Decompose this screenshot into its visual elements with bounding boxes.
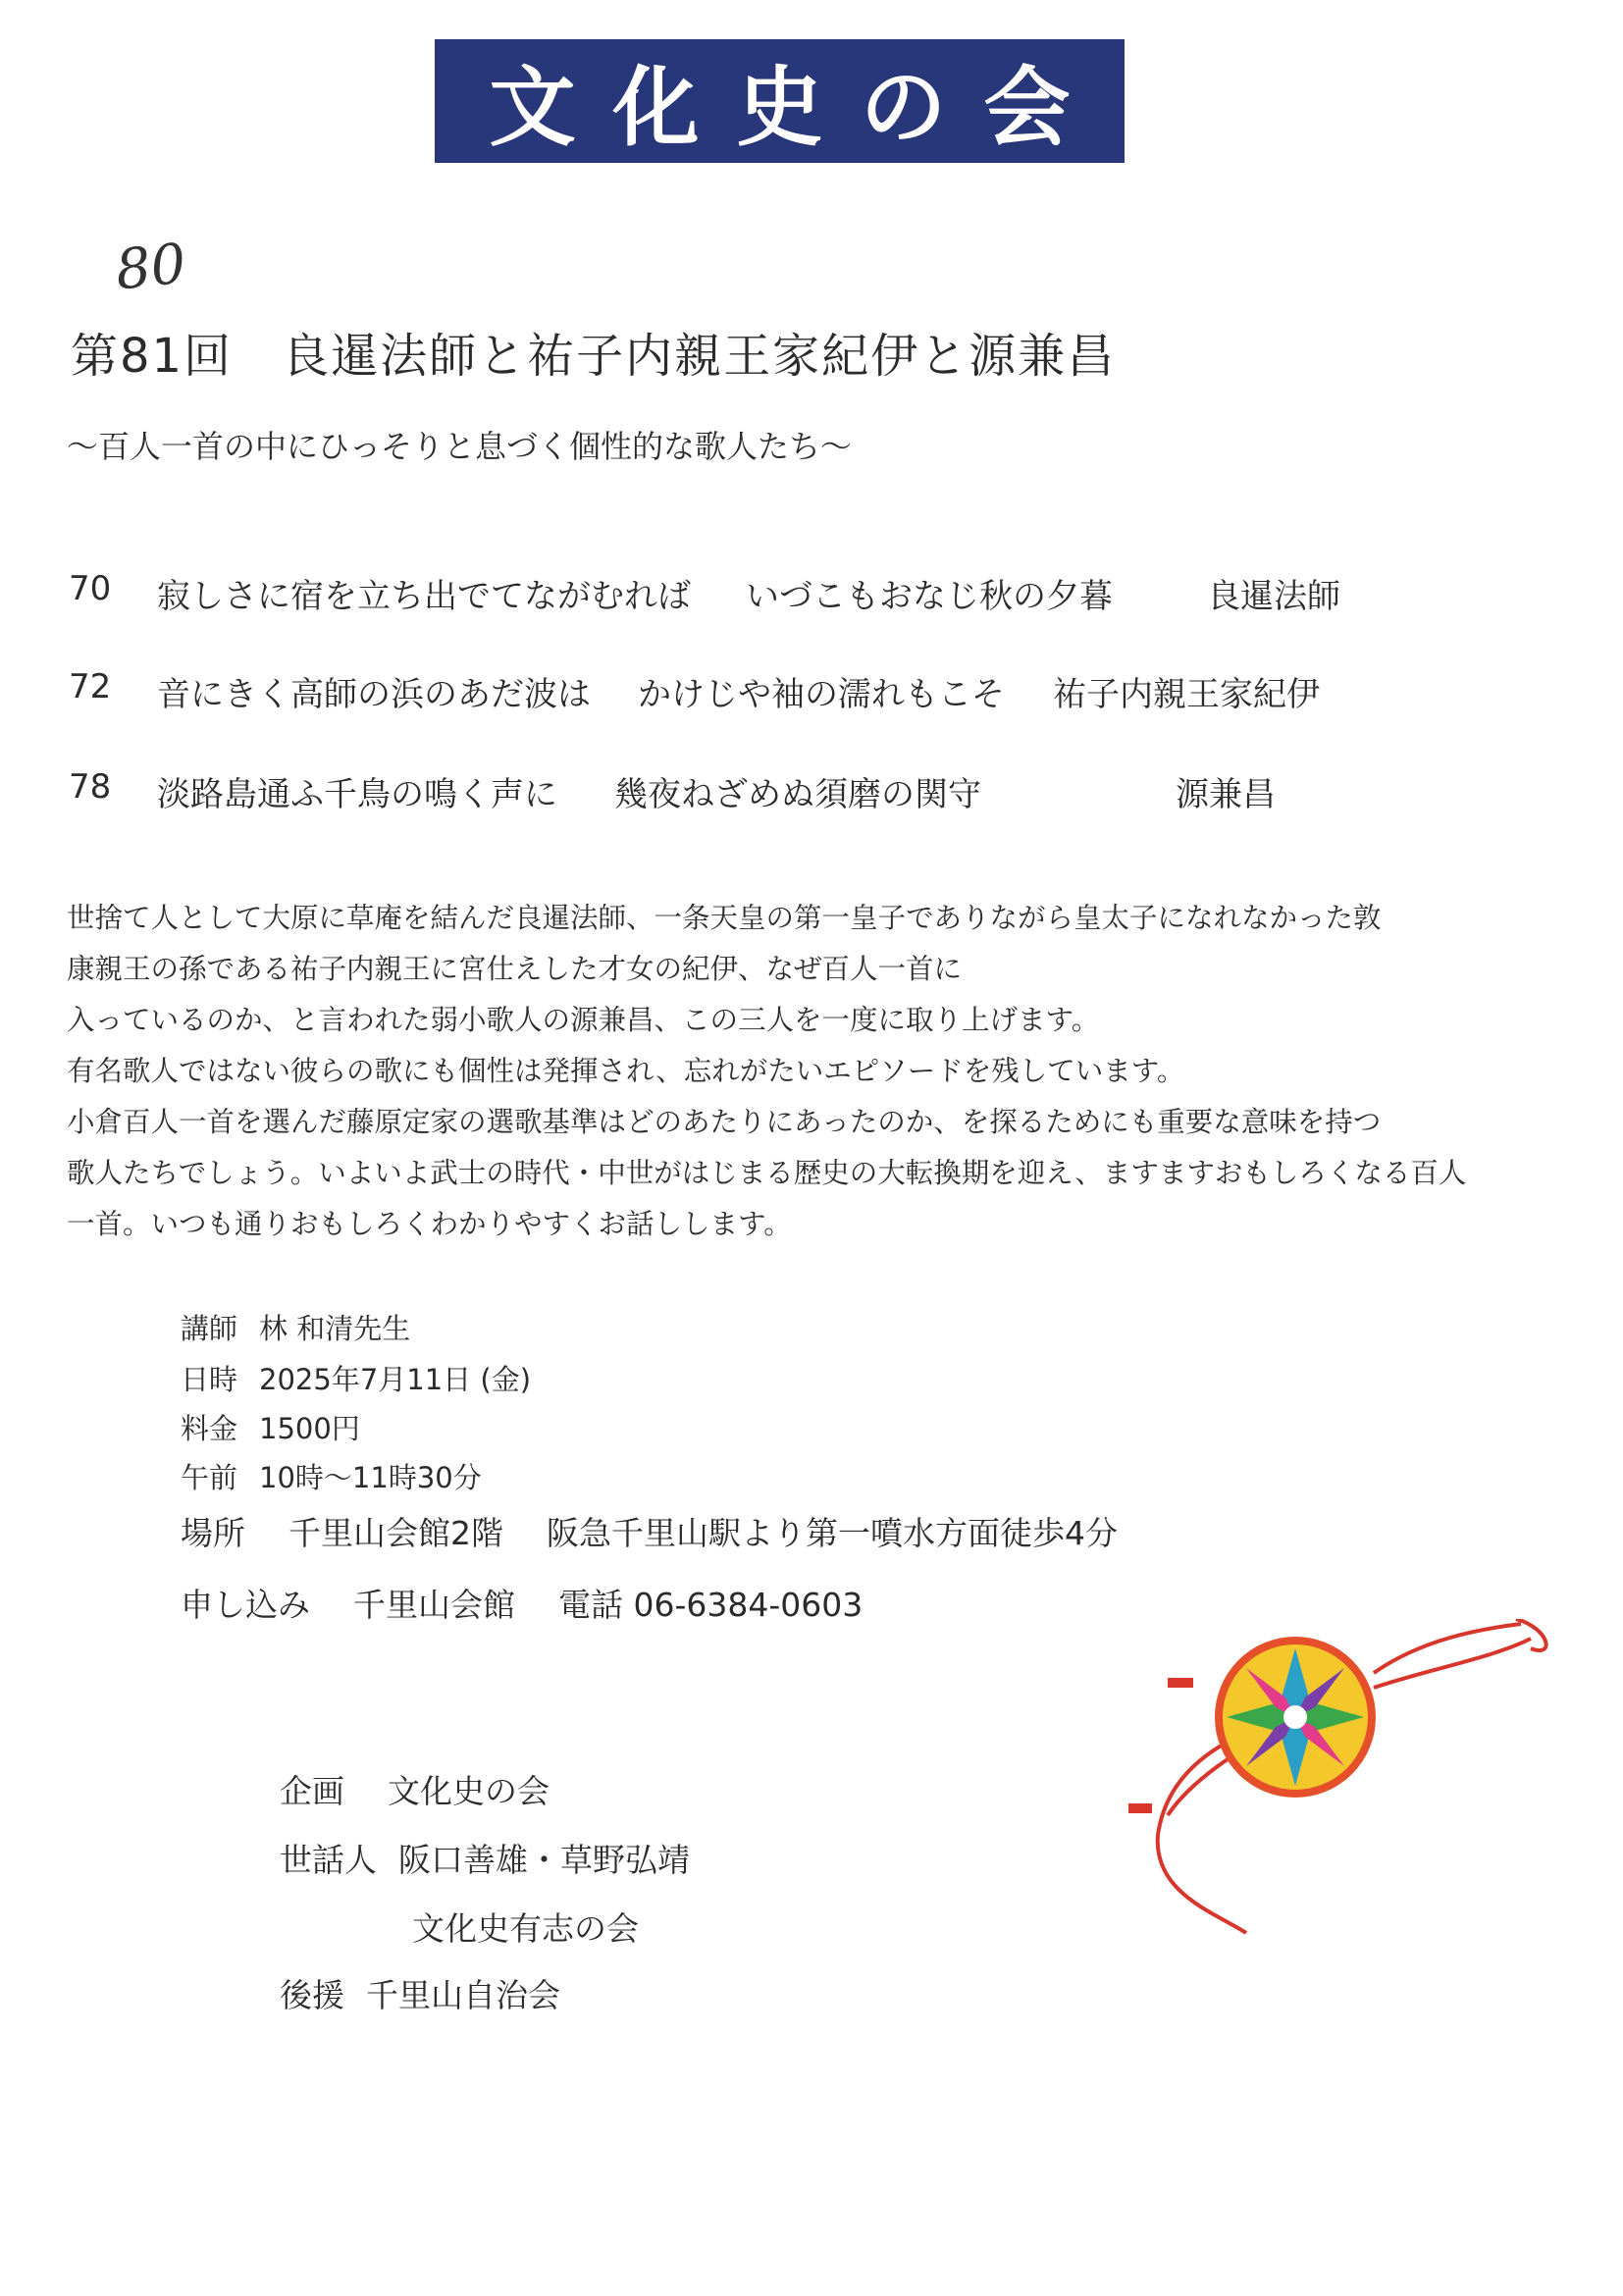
description-line: 小倉百人一首を選んだ藤原定家の選歌基準はどのあたりにあったのか、を探るためにも重要な意味を持つ <box>67 1106 1382 1138</box>
description-line: 一首。いつも通りおもしろくわかりやすくお話しします。 <box>67 1208 792 1240</box>
support-value: 千里山自治会 <box>366 1976 560 2014</box>
date-value: 2025年7月11日 (金) <box>259 1363 532 1396</box>
info-place <box>181 1508 1118 1554</box>
lecture-topic: 良暹法師と祐子内親王家紀伊と源兼昌 <box>282 329 1117 384</box>
poem-number: 72 <box>69 667 112 706</box>
poem-author: 源兼昌 <box>1176 775 1276 814</box>
description <box>67 893 1558 1250</box>
handwritten-note: 80 <box>112 232 189 303</box>
poem-lower: かけじや袖の濡れもこそ <box>638 675 1005 714</box>
date-label: 日時 <box>181 1363 238 1396</box>
time-label: 午前 <box>181 1461 238 1494</box>
poem-item <box>69 667 1384 716</box>
temari-ball-icon <box>1070 1619 1560 1943</box>
apply-label: 申し込み <box>181 1586 310 1624</box>
lecture-subtitle: ～百人一首の中にひっそりと息づく個性的な歌人たち～ <box>67 428 853 465</box>
time-value: 10時～11時30分 <box>259 1461 482 1494</box>
place-label: 場所 <box>181 1514 245 1552</box>
info-fee <box>181 1407 360 1447</box>
staff-label: 世話人 <box>280 1841 377 1879</box>
fee-value: 1500円 <box>259 1412 360 1445</box>
description-line: 有名歌人ではない彼らの歌にも個性は発揮され、忘れがたいエピソードを残しています。 <box>67 1055 1185 1087</box>
poem-lower: いづこもおなじ秋の夕暮 <box>746 577 1113 616</box>
poem-upper: 音にきく高師の浜のあだ波は <box>157 675 591 714</box>
poem-lower: 幾夜ねざめぬ須磨の関守 <box>614 775 981 814</box>
description-line: 入っているのか、と言われた弱小歌人の源兼昌、この三人を一度に取り上げます。 <box>67 1004 1100 1036</box>
poem-upper: 寂しさに宿を立ち出でてながむれば <box>157 577 691 616</box>
info-time <box>181 1456 482 1496</box>
info-apply <box>181 1580 863 1626</box>
lecturer-label: 講師 <box>181 1312 238 1345</box>
staff-value: 阪口善雄・草野弘靖 <box>398 1841 690 1879</box>
description-line: 康親王の孫である祐子内親王に宮仕えした才女の紀伊、なぜ百人一首に <box>67 953 963 985</box>
plan-value: 文化史の会 <box>388 1772 550 1810</box>
banner-title: 文化史の会 <box>435 39 1125 163</box>
lecture-title <box>71 318 1116 386</box>
poem-item <box>69 767 1384 816</box>
support-label: 後援 <box>280 1976 344 2014</box>
org-plan <box>280 1766 550 1812</box>
description-line: 歌人たちでしょう。いよいよ武士の時代・中世がはじまる歴史の大転換期を迎え、ますますおもしろくなる百人 <box>67 1157 1467 1189</box>
poem-upper: 淡路島通ふ千鳥の鳴く声に <box>157 775 557 814</box>
poem-number: 70 <box>69 569 112 608</box>
org-staff2: 文化史有志の会 <box>412 1909 639 1948</box>
poem-author: 良暹法師 <box>1207 577 1340 616</box>
info-date <box>181 1358 531 1398</box>
org-staff <box>280 1835 690 1881</box>
poem-item <box>69 569 1384 618</box>
fee-label: 料金 <box>181 1412 238 1445</box>
description-line: 世捨て人として大原に草庵を結んだ良暹法師、一条天皇の第一皇子でありながら皇太子になれなかった敦 <box>67 902 1382 934</box>
plan-label: 企画 <box>280 1772 344 1810</box>
apply-phone: 電話 06-6384-0603 <box>558 1586 864 1624</box>
place-value: 千里山会館2階 <box>288 1514 503 1552</box>
poem-author: 祐子内親王家紀伊 <box>1053 675 1320 714</box>
place-access: 阪急千里山駅より第一噴水方面徒歩4分 <box>547 1514 1118 1552</box>
lecturer-name: 林 和清先生 <box>259 1312 411 1345</box>
org-support <box>280 1970 560 2016</box>
session-number: 第81回 <box>71 329 234 384</box>
apply-value: 千里山会館 <box>353 1586 515 1624</box>
info-lecturer <box>181 1307 410 1347</box>
poem-number: 78 <box>69 767 112 807</box>
